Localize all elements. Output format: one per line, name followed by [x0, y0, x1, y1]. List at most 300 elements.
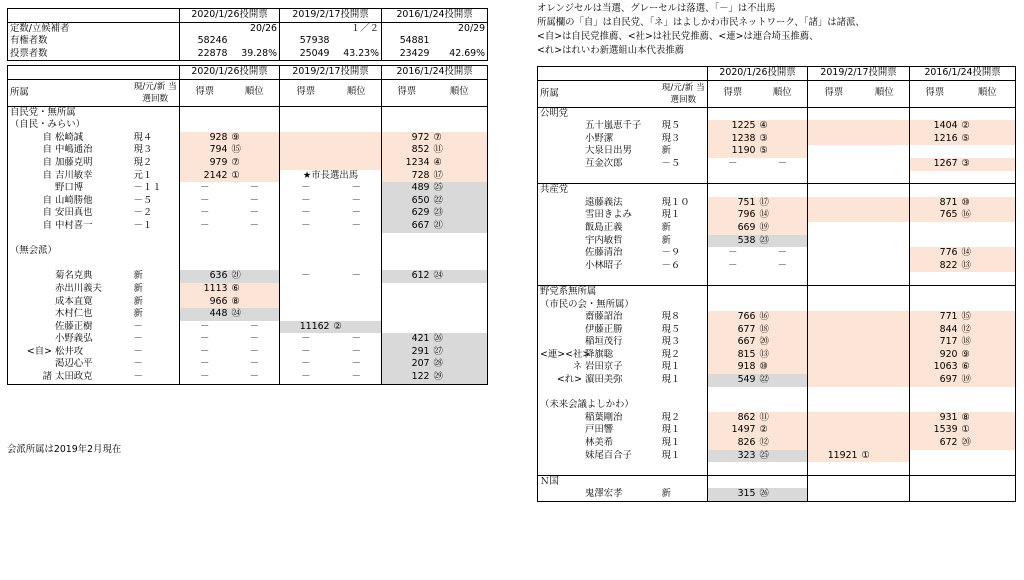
candidate-name-cell: [538, 235, 660, 248]
votes-value: [808, 424, 860, 437]
votes-value: [382, 296, 432, 309]
rank-mark: [860, 260, 910, 273]
header-votes: 得票: [910, 80, 960, 107]
party-section-row: [538, 285, 1016, 298]
rank-mark: ⑯: [960, 209, 1016, 222]
rank-mark: [860, 133, 910, 146]
candidate-row: [8, 283, 488, 296]
party-label: 自民党・無所属: [10, 106, 76, 118]
candidate-row: [8, 296, 488, 309]
rank-mark: －: [249, 219, 259, 231]
affiliation-mark: <自>: [26, 345, 52, 357]
rank-mark: [960, 488, 1016, 501]
candidate-name-cell: [8, 270, 132, 283]
rank-mark: [860, 145, 910, 158]
rank-mark: ①: [230, 170, 280, 183]
votes-value: [382, 308, 432, 321]
empty-cell: [808, 107, 860, 120]
rank-mark: ⑳: [960, 437, 1016, 450]
candidate-name-cell: [538, 120, 660, 133]
rank-mark: ㉓: [758, 235, 808, 248]
rank-mark: [332, 296, 382, 309]
votes-value: 1267: [910, 158, 960, 171]
rank-mark: [860, 361, 910, 374]
stats-value-d: 43.23%: [343, 47, 380, 59]
status-count: 現３: [661, 132, 681, 144]
rank-mark: [860, 311, 910, 324]
candidate-name: 渇辺心平: [55, 358, 93, 370]
status-count: 現８: [661, 311, 681, 323]
candidate-name-cell: [538, 412, 660, 425]
votes-value: －: [180, 182, 230, 195]
empty-cell: [708, 399, 758, 412]
votes-value: 549: [708, 374, 758, 387]
stats-value-b: [230, 35, 280, 48]
candidate-name-cell: [538, 437, 660, 450]
party-section-row: [538, 299, 1016, 312]
empty-cell: [910, 399, 960, 412]
rank-mark: [960, 450, 1016, 463]
spacer-row: [538, 462, 1016, 475]
rank-mark: ⑦: [230, 157, 280, 170]
header-row-columns: [538, 80, 1016, 107]
empty-cell: [132, 258, 180, 271]
votes-value: [808, 145, 860, 158]
candidate-name-cell: [538, 158, 660, 171]
status-count: 新: [661, 145, 671, 157]
header-row-columns: [8, 79, 488, 106]
rank-mark: [860, 412, 910, 425]
rank-mark: ③: [758, 133, 808, 146]
rank-mark: ④: [432, 157, 488, 170]
votes-value: 751: [708, 197, 758, 210]
header-blank: [538, 67, 660, 81]
votes-value: 1238: [708, 133, 758, 146]
stats-value-c: [280, 22, 332, 35]
stats-value-a: [180, 22, 230, 35]
empty-cell: [180, 245, 230, 258]
rank-mark: ①: [860, 450, 910, 463]
empty-cell: [960, 299, 1016, 312]
candidate-name-cell: [538, 488, 660, 501]
left-stats-table: [7, 8, 488, 61]
stats-value-d: １／２: [350, 22, 380, 34]
rank-mark: [860, 336, 910, 349]
party-label: 野党系無所属: [538, 285, 660, 298]
empty-cell: [538, 171, 660, 184]
stats-header-y2020: 2020/1/26投開票: [180, 9, 280, 23]
party-section-row: [8, 119, 488, 132]
candidate-row: [8, 170, 488, 183]
status-count: －: [133, 320, 143, 332]
empty-cell: [758, 475, 808, 488]
candidate-name-cell: [538, 361, 660, 374]
rank-mark: ⑨: [230, 132, 280, 145]
empty-cell: [280, 245, 332, 258]
candidate-name-cell: [8, 170, 132, 183]
party-section-row: [538, 184, 1016, 197]
candidate-name: 稲垣茂行: [585, 336, 623, 348]
votes-value: 918: [708, 361, 758, 374]
candidate-row: [538, 437, 1016, 450]
header-affiliation: 所属: [538, 80, 660, 107]
stats-label: 有権者数: [10, 35, 48, 47]
status-count: 現２: [133, 156, 153, 168]
empty-cell: [132, 245, 180, 258]
empty-cell: [808, 387, 860, 400]
empty-cell: [660, 184, 708, 197]
affiliation-mark: ネ: [572, 361, 582, 373]
votes-value: 1497: [708, 424, 758, 437]
candidate-row: [8, 346, 488, 359]
party-label: （未来会議よしかわ）: [540, 399, 634, 411]
candidate-name: 安田真也: [55, 207, 93, 219]
stats-value-a: 22878: [180, 48, 230, 61]
header-blank: [8, 66, 132, 80]
votes-value: 2142: [180, 170, 230, 183]
candidate-row: [538, 336, 1016, 349]
candidate-name: 松井攻: [55, 345, 84, 357]
candidate-row: [538, 412, 1016, 425]
votes-value: 636: [180, 270, 230, 283]
votes-value: 796: [708, 209, 758, 222]
empty-cell: [660, 299, 708, 312]
candidate-name: 赤出川義夫: [55, 282, 102, 294]
rank-mark: ⑪: [432, 144, 488, 157]
rank-mark: －: [351, 219, 361, 231]
empty-cell: [960, 184, 1016, 197]
rank-mark: [860, 209, 910, 222]
status-count: 現３: [133, 144, 153, 156]
header-blank: [132, 66, 180, 80]
candidate-name: 松崎誠: [55, 131, 84, 143]
votes-value: 1113: [180, 283, 230, 296]
candidate-name-cell: [538, 247, 660, 260]
votes-value: 448: [180, 308, 230, 321]
candidate-name: 雪田きよみ: [585, 209, 632, 221]
votes-value: 920: [910, 349, 960, 362]
votes-value: [808, 222, 860, 235]
votes-value: －: [280, 195, 332, 208]
header-y2020: 2020/1/26投開票: [708, 67, 808, 81]
empty-cell: [910, 475, 960, 488]
header-affiliation: 所属: [8, 79, 132, 106]
empty-cell: [660, 462, 708, 475]
empty-cell: [960, 387, 1016, 400]
rank-mark: －: [249, 358, 259, 370]
rank-mark: ⑧: [230, 296, 280, 309]
header-rank: 順位: [332, 79, 382, 106]
votes-value: [808, 361, 860, 374]
empty-cell: [660, 272, 708, 285]
candidate-name-cell: [538, 336, 660, 349]
votes-value: 822: [910, 260, 960, 273]
status-count: 現１: [661, 361, 681, 373]
header-rank: 順位: [860, 80, 910, 107]
header-row-years: [538, 67, 1016, 81]
candidate-name-cell: [8, 157, 132, 170]
empty-cell: [808, 184, 860, 197]
status-count: 元１: [133, 169, 153, 181]
rank-mark: [860, 349, 910, 362]
rank-mark: ⑲: [758, 222, 808, 235]
candidate-row: [538, 450, 1016, 463]
empty-cell: [860, 107, 910, 120]
rank-mark: ⑫: [960, 324, 1016, 337]
rank-mark: ⑯: [758, 311, 808, 324]
empty-cell: [180, 106, 230, 119]
candidate-row: [8, 182, 488, 195]
candidate-name-cell: [538, 324, 660, 337]
spacer-row: [8, 258, 488, 271]
candidate-row: [538, 145, 1016, 158]
votes-value: [280, 283, 332, 296]
votes-value: －: [180, 346, 230, 359]
votes-value: 766: [708, 311, 758, 324]
candidate-name: 遠藤義法: [585, 196, 623, 208]
rank-mark: ㉒: [432, 195, 488, 208]
empty-cell: [758, 285, 808, 298]
votes-value: 794: [180, 144, 230, 157]
candidate-name: 降旗聡: [585, 348, 614, 360]
candidate-name-cell: [8, 296, 132, 309]
empty-cell: [708, 107, 758, 120]
candidate-name-cell: [8, 220, 132, 233]
rank-mark: ⑭: [960, 247, 1016, 260]
votes-value: [910, 488, 960, 501]
candidate-row: [538, 361, 1016, 374]
rank-mark: ⑫: [758, 437, 808, 450]
status-count: 現１０: [661, 196, 690, 208]
candidate-name-cell: [538, 349, 660, 362]
candidate-name-cell: [8, 308, 132, 321]
candidate-row: [538, 120, 1016, 133]
header-rank: 順位: [432, 79, 488, 106]
rank-mark: ㉘: [432, 358, 488, 371]
stats-row: [8, 22, 488, 35]
rank-mark: ⑦: [432, 132, 488, 145]
status-count: －９: [661, 247, 681, 259]
rank-mark: ㉕: [432, 182, 488, 195]
candidate-row: [538, 374, 1016, 387]
empty-cell: [708, 171, 758, 184]
candidate-row: [538, 349, 1016, 362]
votes-value: 1234: [382, 157, 432, 170]
status-count: －１: [133, 219, 153, 231]
votes-value: 1190: [708, 145, 758, 158]
empty-cell: [230, 233, 280, 246]
empty-cell: [960, 272, 1016, 285]
stats-header-row: [8, 9, 488, 23]
empty-cell: [860, 462, 910, 475]
status-count: 現３: [661, 336, 681, 348]
candidate-name: 山崎勝他: [55, 194, 93, 206]
votes-value: 489: [382, 182, 432, 195]
rank-mark: －: [351, 345, 361, 357]
votes-value: －: [180, 207, 230, 220]
empty-cell: [8, 233, 132, 246]
empty-cell: [132, 233, 180, 246]
affiliation-mark: 自: [42, 131, 52, 143]
header-y2019: 2019/2/17投開票: [808, 67, 910, 81]
votes-value: 207: [382, 358, 432, 371]
empty-cell: [860, 299, 910, 312]
stats-value-c: 57938: [280, 35, 332, 48]
candidate-name: 岩田京子: [585, 361, 623, 373]
candidate-name: 佐藤正樹: [55, 320, 93, 332]
status-count: 現２: [661, 411, 681, 423]
votes-value: 1216: [910, 133, 960, 146]
rank-mark: －: [777, 259, 787, 271]
status-count: －６: [661, 259, 681, 271]
status-count: 新: [661, 221, 671, 233]
empty-cell: [808, 272, 860, 285]
rank-mark: [960, 222, 1016, 235]
party-section-row: [538, 475, 1016, 488]
empty-cell: [8, 258, 132, 271]
rank-mark: [860, 424, 910, 437]
votes-value: 667: [382, 220, 432, 233]
rank-mark: [860, 158, 910, 171]
empty-cell: [808, 462, 860, 475]
rank-mark: ⑨: [960, 349, 1016, 362]
empty-cell: [660, 107, 708, 120]
candidate-row: [8, 157, 488, 170]
status-count: －: [133, 333, 143, 345]
candidate-name: 林美希: [585, 437, 614, 449]
empty-cell: [132, 106, 180, 119]
votes-value: [910, 450, 960, 463]
empty-cell: [758, 387, 808, 400]
header-votes: 得票: [180, 79, 230, 106]
candidate-name-cell: [8, 371, 132, 384]
affiliation-mark: 自: [42, 207, 52, 219]
candidate-row: [538, 209, 1016, 222]
empty-cell: [708, 475, 758, 488]
empty-cell: [758, 272, 808, 285]
rank-mark: ⑳: [758, 336, 808, 349]
votes-value: 815: [708, 349, 758, 362]
empty-cell: [758, 299, 808, 312]
empty-cell: [960, 107, 1016, 120]
empty-cell: [960, 475, 1016, 488]
candidate-name-cell: [538, 260, 660, 273]
empty-cell: [230, 245, 280, 258]
votes-value: －: [708, 260, 758, 273]
header-rank: 順位: [758, 80, 808, 107]
rank-mark: ⑩: [758, 361, 808, 374]
empty-cell: [758, 107, 808, 120]
empty-cell: [432, 106, 488, 119]
empty-cell: [758, 184, 808, 197]
candidate-name-cell: [8, 333, 132, 346]
votes-value: 122: [382, 371, 432, 384]
empty-cell: [960, 285, 1016, 298]
empty-cell: [332, 106, 382, 119]
rank-mark: ㉙: [432, 371, 488, 384]
header-y2019: 2019/2/17投開票: [280, 66, 382, 80]
votes-value: －: [708, 158, 758, 171]
empty-cell: [660, 387, 708, 400]
status-count: 新: [661, 488, 671, 500]
stats-value-e: 23429: [382, 48, 432, 61]
status-count: 現１: [661, 374, 681, 386]
votes-value: [808, 349, 860, 362]
empty-cell: [132, 119, 180, 132]
status-count: 現１: [661, 449, 681, 461]
empty-cell: [280, 119, 332, 132]
votes-value: [280, 144, 332, 157]
empty-cell: [758, 462, 808, 475]
empty-cell: [382, 106, 432, 119]
candidate-row: [8, 308, 488, 321]
votes-value: 826: [708, 437, 758, 450]
candidate-name: 菊名克典: [55, 270, 93, 282]
stats-value-f: [432, 35, 488, 48]
empty-cell: [910, 299, 960, 312]
rank-mark: －: [249, 182, 259, 194]
candidate-name-cell: [8, 144, 132, 157]
empty-cell: [758, 171, 808, 184]
candidate-name: 濵田美弥: [585, 374, 623, 386]
votes-value: －: [280, 333, 332, 346]
empty-cell: [180, 258, 230, 271]
rank-mark: －: [249, 345, 259, 357]
party-label: 共産党: [538, 184, 660, 197]
rank-mark: ⑮: [230, 144, 280, 157]
stats-label: 投票者数: [10, 47, 48, 59]
votes-value: 771: [910, 311, 960, 324]
affiliation-mark: 自: [42, 156, 52, 168]
votes-value: [280, 308, 332, 321]
candidate-name-cell: [538, 450, 660, 463]
stats-value-b: 39.28%: [241, 47, 278, 59]
rank-mark: ㉖: [758, 488, 808, 501]
votes-value: [808, 120, 860, 133]
rank-mark: －: [249, 194, 259, 206]
party-label: （無会派）: [10, 245, 57, 257]
affiliation-mark: 自: [42, 169, 52, 181]
empty-cell: [332, 245, 382, 258]
votes-value: 667: [708, 336, 758, 349]
rank-mark: [860, 374, 910, 387]
candidate-name: 成本直寛: [55, 295, 93, 307]
candidate-name: 稲葉剛治: [585, 411, 623, 423]
rank-mark: ㉑: [230, 270, 280, 283]
party-label: Ｎ国: [538, 475, 660, 488]
votes-value: [910, 235, 960, 248]
rank-mark: [860, 488, 910, 501]
votes-value: 1539: [910, 424, 960, 437]
rank-mark: ㉔: [432, 270, 488, 283]
rank-mark: ③: [960, 158, 1016, 171]
votes-value: －: [280, 346, 332, 359]
affiliation-mark: 自: [42, 144, 52, 156]
empty-cell: [432, 258, 488, 271]
rank-mark: ②: [758, 424, 808, 437]
header-votes: 得票: [808, 80, 860, 107]
rank-mark: ⑬: [960, 260, 1016, 273]
party-section-row: [8, 106, 488, 119]
status-count: 新: [133, 270, 143, 282]
votes-value: －: [280, 358, 332, 371]
candidate-name: 大泉日出男: [585, 145, 632, 157]
affiliation-mark: 自: [42, 219, 52, 231]
affiliation-mark: <れ>: [556, 374, 582, 386]
candidate-row: [538, 133, 1016, 146]
candidate-name: 戸田響: [585, 424, 614, 436]
empty-cell: [758, 399, 808, 412]
